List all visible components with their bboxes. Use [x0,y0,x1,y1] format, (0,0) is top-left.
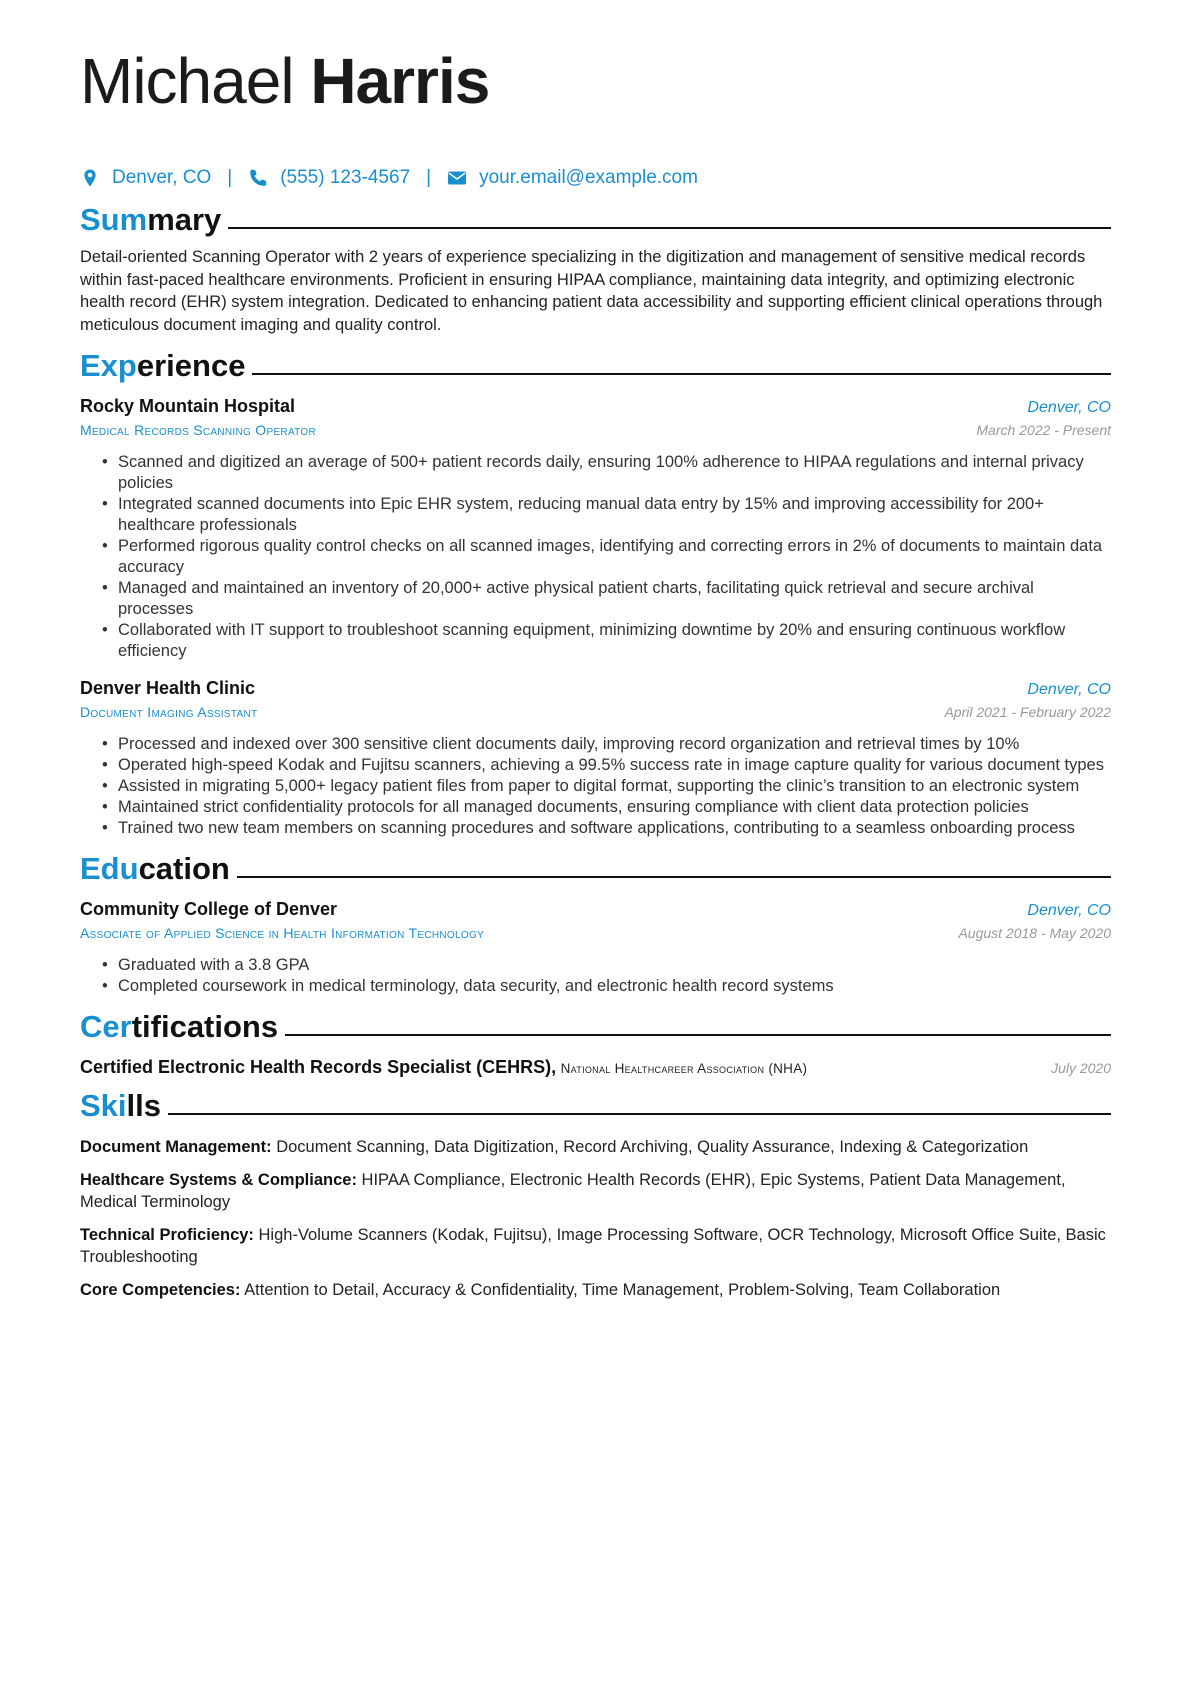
section-title: Education [80,851,230,886]
certification-name: Certified Electronic Health Records Specialist (CEHRS) [80,1057,552,1077]
degree-title: Associate of Applied Science in Health Information Technology [80,925,484,941]
list-item: • Processed and indexed over 300 sensitive client documents daily, improving record organization and retrieval times by 10% [102,734,1111,755]
job-location: Denver, CO [1027,399,1111,416]
job-title: Document Imaging Assistant [80,704,258,720]
contact-separator: | [426,167,432,188]
employer-name: Rocky Mountain Hospital [80,396,296,416]
job-location: Denver, CO [1027,681,1111,698]
job-bullets [102,452,1111,662]
skills-list [80,1136,1111,1301]
section-title: Experience [80,348,246,383]
education-heading [80,851,1111,887]
skill-row [80,1279,1111,1302]
envelope-icon [447,168,467,188]
list-item: • Scanned and digitized an average of 500+ patient records daily, ensuring 100% adherence to HIPAA regulations and internal privacy policies [102,452,1111,494]
section-rule [228,227,1111,229]
skill-category: Document Management: [80,1138,272,1156]
section-title: Summary [80,202,222,237]
skill-category: Healthcare Systems & Compliance: [80,1170,357,1189]
section-title: Certifications [80,1009,279,1044]
list-item: • Graduated with a 3.8 GPA [102,955,1111,976]
candidate-name [80,40,1111,122]
experience-heading [80,348,1111,384]
list-item: • Managed and maintained an inventory of 20,000+ active physical patient charts, facilitating quick retrieval and secure archival processes [102,578,1111,620]
section-rule [237,876,1111,878]
certifications-heading [80,1009,1111,1045]
list-item: • Performed rigorous quality control checks on all scanned images, identifying and correcting errors in 2% of documents to maintain data accuracy [102,536,1111,578]
list-item: • Trained two new team members on scanning procedures and software applications, contributing to a seamless onboarding process [102,818,1111,839]
skill-category: Core Competencies: [80,1280,241,1299]
experience-entry [80,676,1111,839]
education-dates: August 2018 - May 2020 [958,925,1111,941]
certification-comma: , [551,1057,557,1077]
first-name: Michael [80,45,294,117]
list-item: • Completed coursework in medical terminology, data security, and electronic health record systems [102,976,1111,997]
certification-date: July 2020 [1051,1060,1111,1076]
list-item: • Assisted in migrating 5,000+ legacy patient files from paper to digital format, supporting the clinic’s transition to an electronic system [102,776,1111,797]
experience-entry [80,394,1111,662]
map-marker-icon [80,168,100,188]
phone-text: (555) 123-4567 [280,167,411,188]
job-bullets [102,734,1111,839]
certification-entry [80,1057,1111,1078]
email-link[interactable]: your.email@example.com [479,167,698,188]
summary-heading [80,202,1111,238]
education-entry [80,897,1111,997]
skill-row [80,1136,1111,1159]
section-rule [252,373,1111,375]
summary-text: Detail-oriented Scanning Operator with 2 years of experience specializing in the digitization and management of sensitive medical records within fast-paced healthcare environments. Proficient in ensuring HIPAA compliance, maintaining data integrity, and optimizing electronic health record (EHR) system integration. Dedicated to enhancing patient data accessibility and supporting efficient clinical operations through meticulous document imaging and quality control. [80,248,1103,334]
list-item: • Operated high-speed Kodak and Fujitsu scanners, achieving a 99.5% success rate in image capture quality for various document types [102,755,1111,776]
school-location: Denver, CO [1027,902,1111,919]
list-item: • Maintained strict confidentiality protocols for all managed documents, ensuring compliance with client data protection policies [102,797,1111,818]
last-name: Harris [310,45,490,117]
skill-items: Attention to Detail, Accuracy & Confidentiality, Time Management, Problem-Solving, Team Collaboration [244,1280,1001,1299]
location-text: Denver, CO [112,167,212,188]
skill-row [80,1169,1111,1214]
list-item: • Integrated scanned documents into Epic EHR system, reducing manual data entry by 15% and improving accessibility for 200+ healthcare professionals [102,494,1111,536]
section-title: Skills [80,1088,161,1123]
job-title: Medical Records Scanning Operator [80,422,317,438]
employer-name: Denver Health Clinic [80,678,256,698]
skill-category: Technical Proficiency: [80,1225,254,1244]
skill-row [80,1224,1111,1269]
skills-heading [80,1088,1111,1124]
certification-issuer: National Healthcareer Association (NHA) [560,1061,808,1076]
school-name: Community College of Denver [80,899,338,919]
contact-email[interactable] [447,167,698,189]
section-rule [168,1113,1111,1115]
contact-phone[interactable] [248,167,410,189]
education-bullets [102,955,1111,997]
job-dates: April 2021 - February 2022 [944,704,1111,720]
skill-items: High-Volume Scanners (Kodak, Fujitsu), Image Processing Software, OCR Technology, Microsoft Office Suite, Basic Troubleshooting [80,1225,1106,1266]
skill-items: Document Scanning, Data Digitization, Record Archiving, Quality Assurance, Indexing & Categorization [276,1138,1029,1156]
skill-items: HIPAA Compliance, Electronic Health Records (EHR), Epic Systems, Patient Data Management, Medical Terminology [80,1170,1066,1211]
section-rule [285,1034,1111,1036]
job-dates: March 2022 - Present [976,422,1111,438]
contact-bar [80,164,1111,192]
contact-separator: | [227,167,233,188]
list-item: • Collaborated with IT support to troubleshoot scanning equipment, minimizing downtime by 20% and ensuring continuous workflow efficiency [102,620,1111,662]
contact-location [80,167,211,189]
phone-icon [248,168,268,188]
